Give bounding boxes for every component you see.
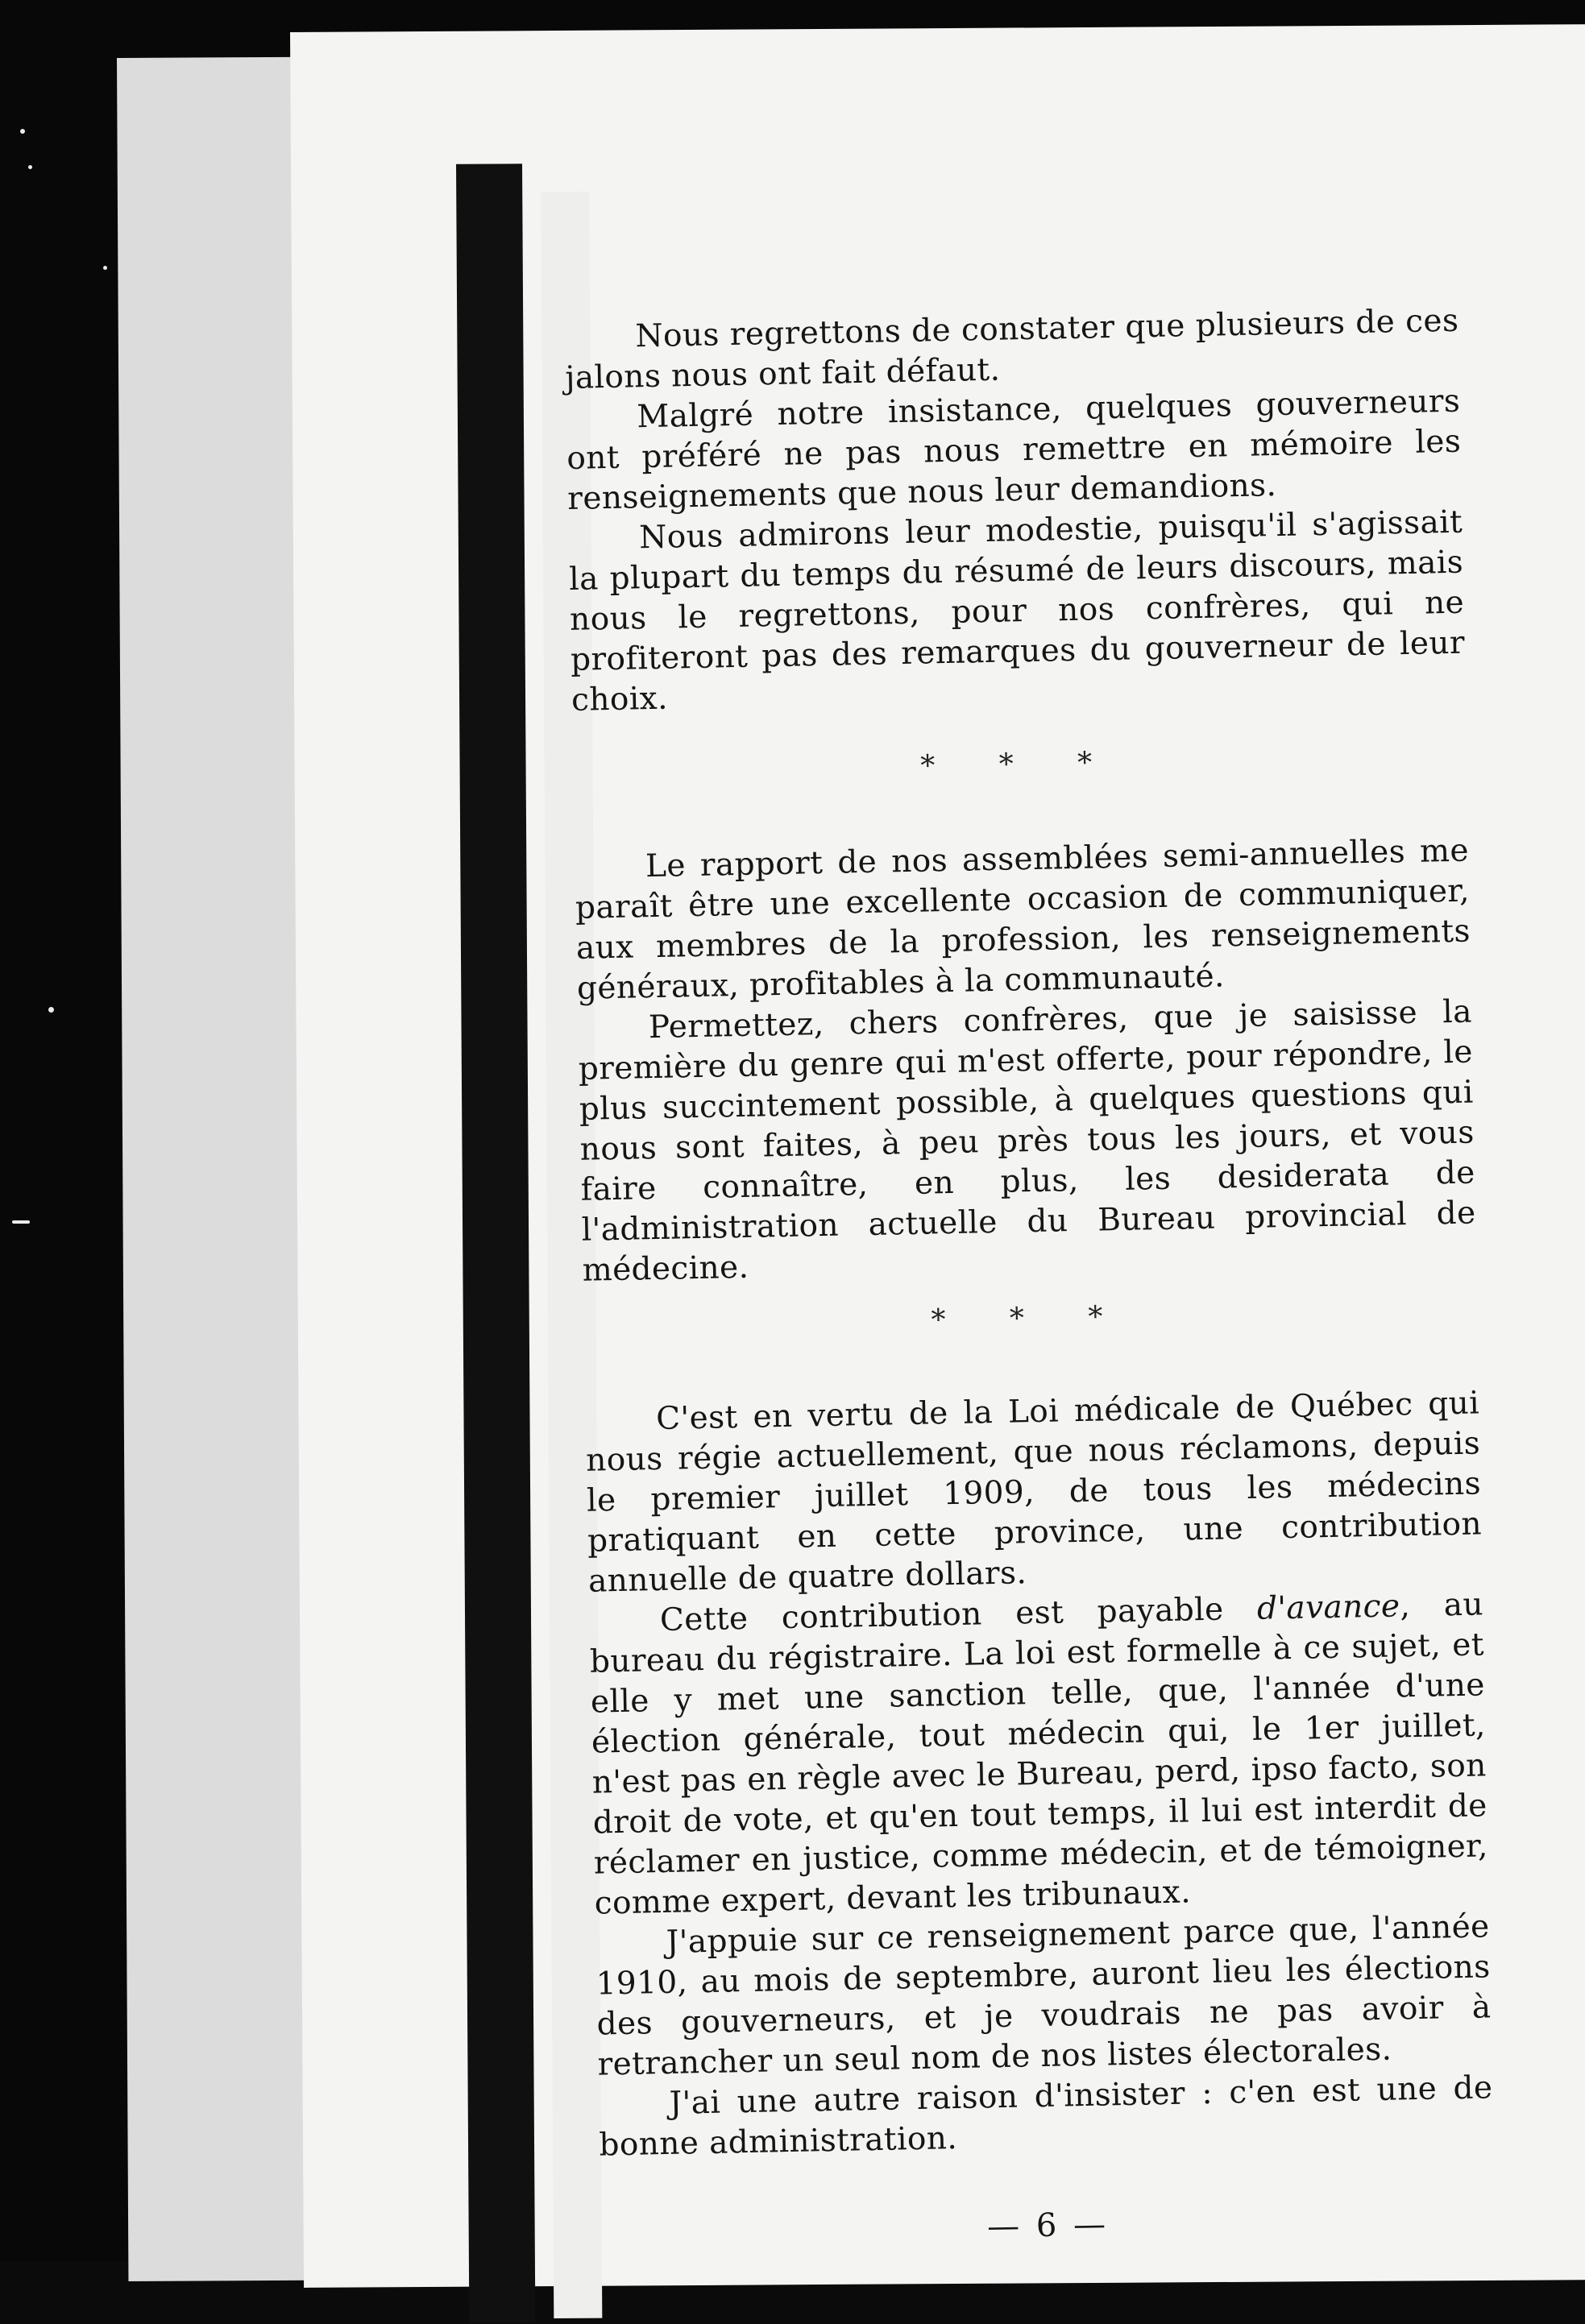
page-number: — 6 — (986, 2206, 1110, 2246)
paragraph-loi-medicale: C'est en vertu de la Loi médicale de Québec qui nous régie actuellement, que nous réclamons, depuis le premier juillet 1909, de tous les médecins pratiquant en cette province, une contribution annuelle de quatre dollars. (585, 1385, 1483, 1600)
scan-speck (103, 266, 107, 270)
scan-speck (28, 165, 32, 169)
paragraph-elections: J'appuie sur ce renseignement parce que, l'année 1910, au mois de septembre, auront lieu les élections des gouverneurs, et je voudrais ne pas avoir à retrancher un seul nom de nos listes électorales. (595, 1908, 1492, 2083)
paragraph-permettez: Permettez, chers confrères, que je saisisse la première du genre qui m'est offerte, pour répondre, le plus succintement possible, à quelques questions qui nous sont faites, à peu près tous les jours, et vous faire connaître, en plus, les desiderata de l'administration actuelle du Bureau provincial de médecine. (578, 993, 1476, 1289)
text-column (564, 301, 1496, 2255)
contribution-italic: d'avance (1256, 1588, 1400, 1627)
contribution-text-end: , au bureau du régistraire. La loi est formelle à ce sujet, et elle y met une sanction telle, que, l'année d'une élection générale, tout médecin qui, le 1er juillet, n'est pas en règle avec le Bureau, perd, ipso facto, son droit de vote, et qu'en tout temps, il lui est interdit de réclamer en justice, comme médecin, et de témoigner, comme expert, devant les tribunaux. (589, 1586, 1489, 1922)
paragraph-rapport: Le rapport de nos assemblées semi-annuelles me paraît être une excellente occasion de communiquer, aux membres de la profession, les renseignements généraux, profitables à la communauté. (575, 832, 1471, 1007)
paragraph-insistance: Malgré notre insistance, quelques gouverneurs ont préféré ne pas nous remettre en mémoire les renseignements que nous leur demandions. (566, 383, 1462, 517)
paragraph-administration: J'ai une autre raison d'insister : c'en est une de bonne administration. (599, 2069, 1493, 2164)
scan-speck (20, 129, 25, 134)
scan-speck (12, 1220, 30, 1224)
paragraph-modestie: Nous admirons leur modestie, puisqu'il s'agissait la plupart du temps du résumé de leurs discours, mais nous le regrettons, pour nos confrères, qui ne profiteront pas des remarques du gouverneur de leur choix. (568, 503, 1466, 719)
paragraph-contribution (589, 1585, 1489, 1924)
binding-shadow (456, 164, 535, 2322)
contribution-text-start: Cette contribution est payable (659, 1590, 1258, 1639)
paragraph-jalons: Nous regrettons de constater que plusieurs de ces jalons nous ont fait défaut. (564, 302, 1459, 396)
section-separator: * * * (931, 1299, 1131, 1337)
scan-speck (48, 1007, 54, 1013)
section-separator: * * * (919, 745, 1120, 783)
